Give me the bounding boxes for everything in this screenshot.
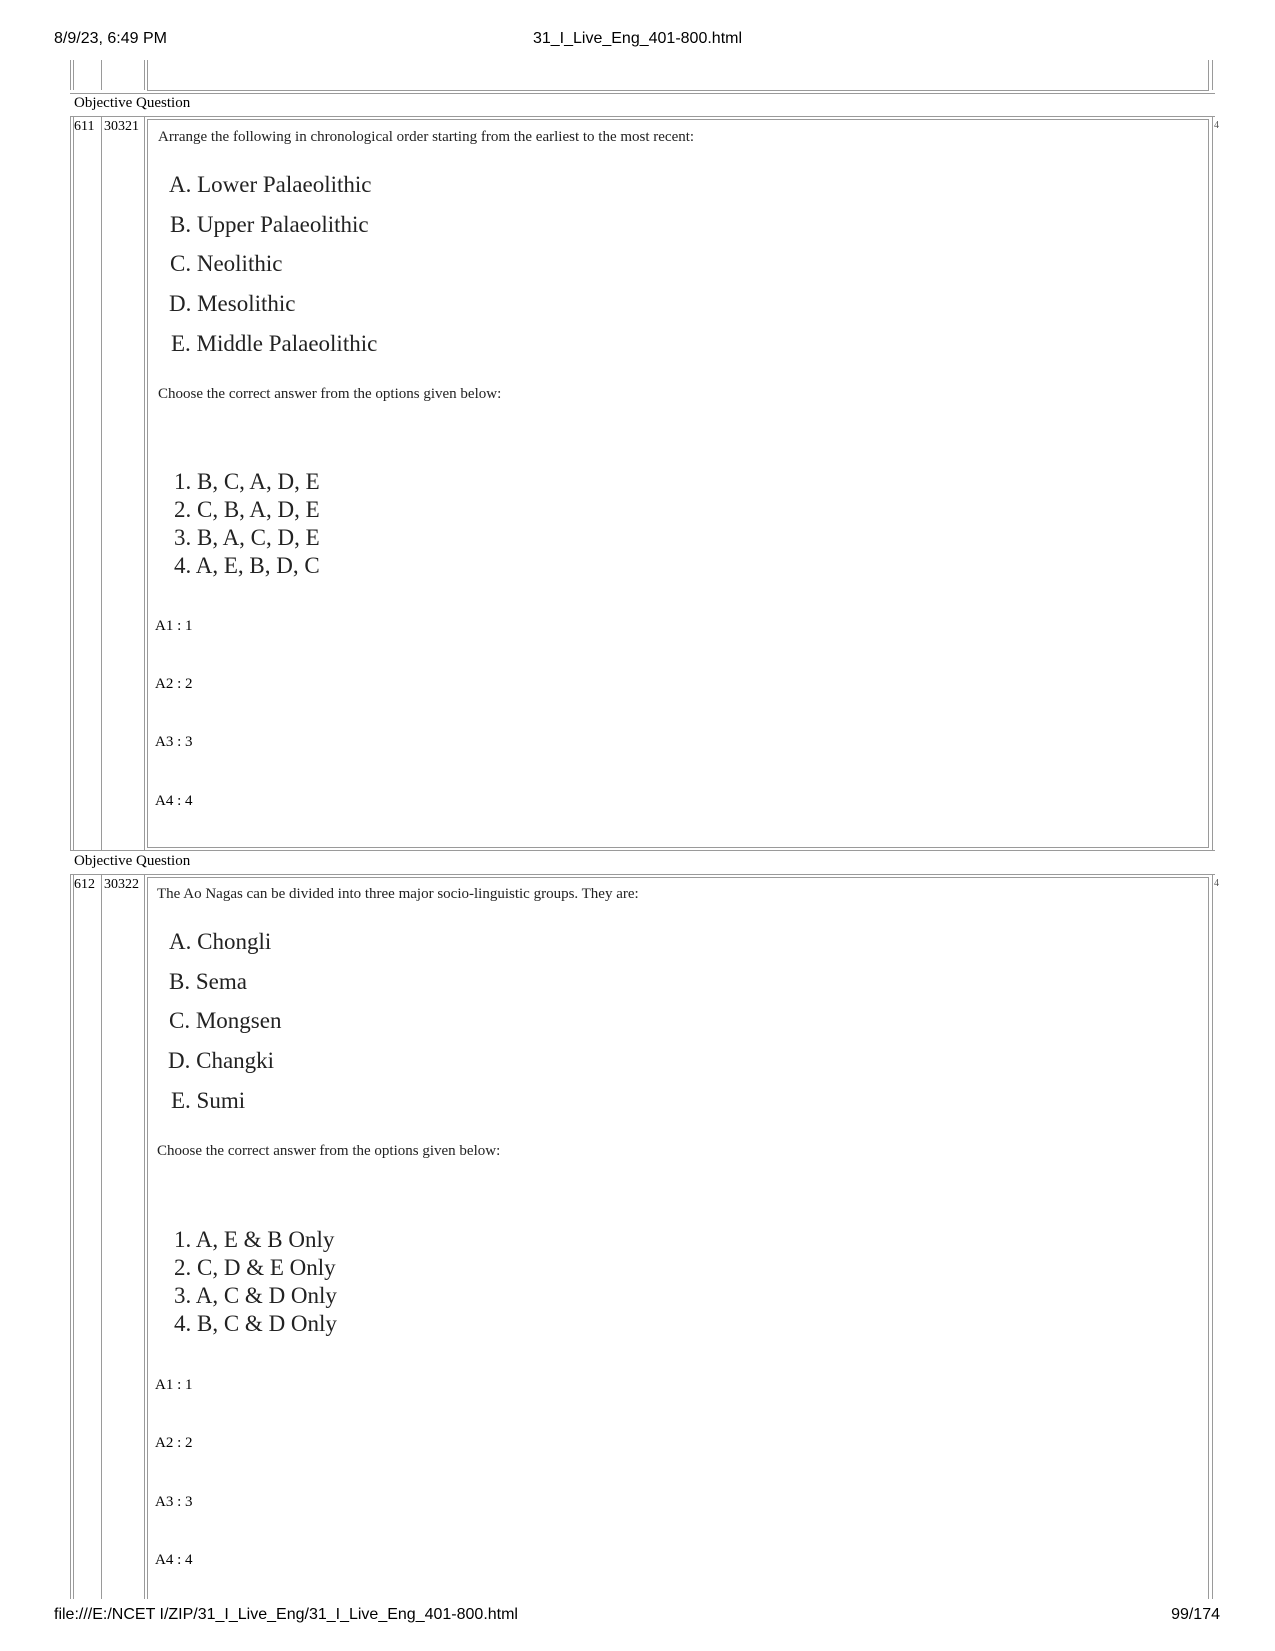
print-header-datetime: 8/9/23, 6:49 PM bbox=[54, 30, 167, 47]
statement-item: C. Neolithic bbox=[170, 251, 283, 276]
answer-option: 4. B, C & D Only bbox=[174, 1311, 337, 1336]
print-header-title: 31_I_Live_Eng_401-800.html bbox=[532, 30, 743, 47]
statement-item: D. Changki bbox=[168, 1048, 275, 1073]
question-serial: 612 bbox=[74, 877, 95, 892]
alternative-answer: A3 : 3 bbox=[155, 1494, 193, 1510]
answer-option: 1. B, C, A, D, E bbox=[174, 469, 320, 494]
statement-item: E. Middle Palaeolithic bbox=[171, 331, 378, 356]
question-id: 30322 bbox=[104, 877, 139, 892]
alternative-answer: A4 : 4 bbox=[155, 793, 193, 809]
answer-option: 2. C, B, A, D, E bbox=[174, 497, 320, 522]
statement-item: C. Mongsen bbox=[169, 1008, 282, 1033]
cell-marker: 4 bbox=[1214, 120, 1219, 131]
print-footer-path: file:///E:/NCET I/ZIP/31_I_Live_Eng/31_I_Live_Eng_401-800.html bbox=[54, 1606, 518, 1623]
question-id: 30321 bbox=[104, 119, 139, 134]
alternative-answer: A1 : 1 bbox=[155, 1377, 193, 1393]
answer-option: 4. A, E, B, D, C bbox=[174, 553, 320, 578]
statement-item: A. Chongli bbox=[169, 929, 272, 954]
question-serial: 611 bbox=[74, 119, 95, 134]
answer-options-list bbox=[174, 468, 320, 580]
answer-options-list bbox=[174, 1226, 337, 1338]
question-prompt: Arrange the following in chronological order starting from the earliest to the most recent: bbox=[158, 129, 695, 145]
answer-option: 1. A, E & B Only bbox=[174, 1227, 335, 1252]
alternative-answer: A1 : 1 bbox=[155, 618, 193, 634]
print-footer-page-number: 99/174 bbox=[1171, 1606, 1220, 1623]
section-label: Objective Question bbox=[74, 95, 191, 111]
statement-item: B. Sema bbox=[169, 969, 247, 994]
section-label: Objective Question bbox=[74, 853, 191, 869]
answer-option: 2. C, D & E Only bbox=[174, 1255, 336, 1280]
statement-item: B. Upper Palaeolithic bbox=[170, 212, 369, 237]
alternative-answer: A2 : 2 bbox=[155, 676, 193, 692]
alternative-answer: A2 : 2 bbox=[155, 1435, 193, 1451]
alternative-answer: A4 : 4 bbox=[155, 1552, 193, 1568]
alternative-answer: A3 : 3 bbox=[155, 734, 193, 750]
question-prompt: The Ao Nagas can be divided into three major socio-linguistic groups. They are: bbox=[157, 886, 639, 902]
answer-option: 3. B, A, C, D, E bbox=[174, 525, 320, 550]
statement-item: A. Lower Palaeolithic bbox=[169, 172, 372, 197]
choose-instruction: Choose the correct answer from the options given below: bbox=[157, 1143, 501, 1159]
statement-item: D. Mesolithic bbox=[169, 291, 296, 316]
statement-item: E. Sumi bbox=[171, 1088, 246, 1113]
answer-option: 3. A, C & D Only bbox=[174, 1283, 337, 1308]
cell-marker: 4 bbox=[1214, 878, 1219, 889]
choose-instruction: Choose the correct answer from the options given below: bbox=[158, 386, 502, 402]
